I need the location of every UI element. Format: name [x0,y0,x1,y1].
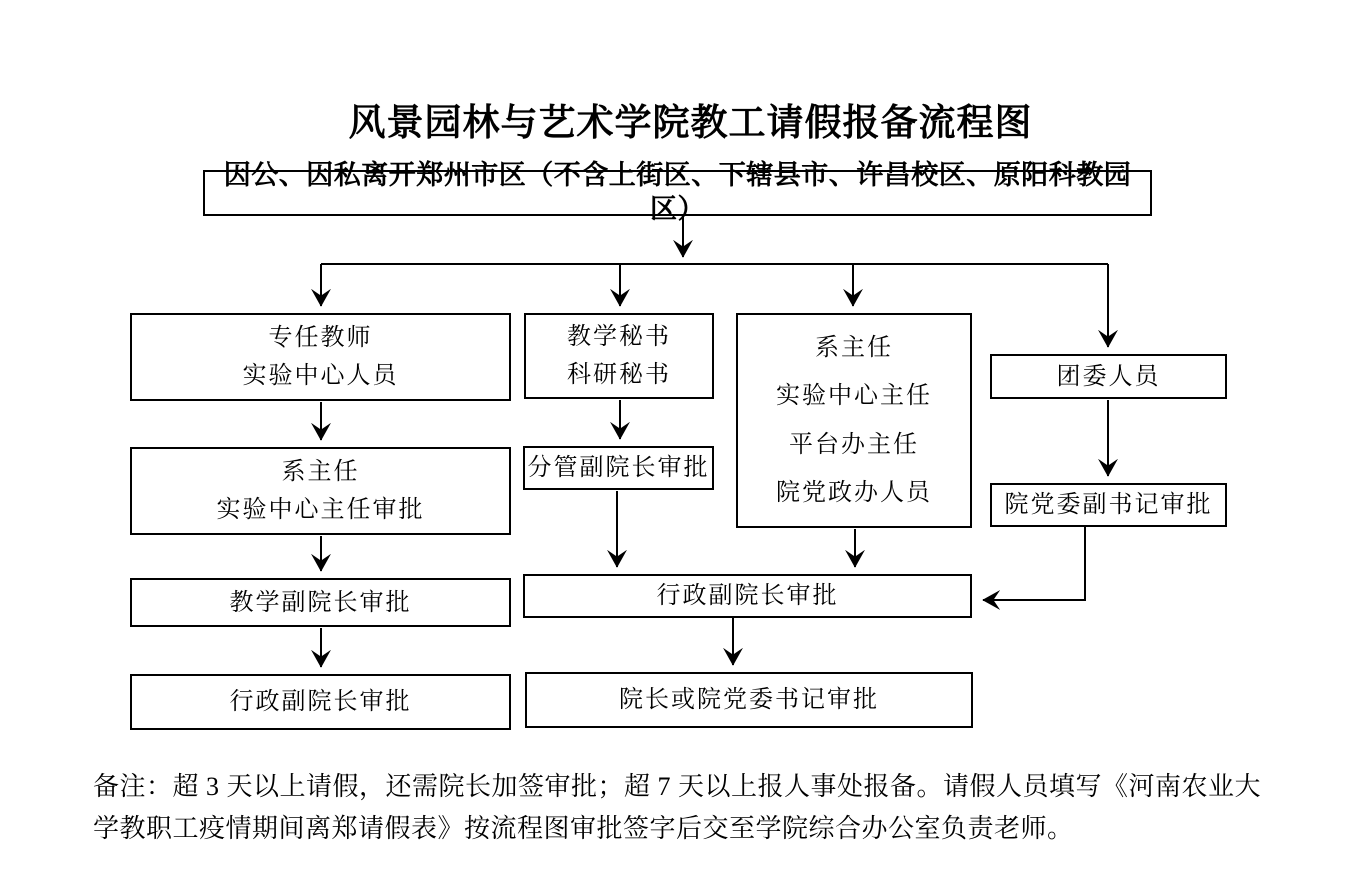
flow-node-label: 专任教师 [268,325,373,351]
flow-node-label: 教学副院长审批 [229,589,412,616]
flow-node-label: 团委人员 [1056,363,1161,390]
flow-node-label: 系主任 [815,335,893,362]
flow-node-party-deputy-secretary-approval [990,483,1227,527]
flow-node-dept-head-approval [130,447,511,535]
flow-node-label: 教学秘书 [567,324,671,351]
flow-node-label: 分管副院长审批 [527,455,710,481]
flow-node-label: 因公、因私离开郑州市区（不含上街区、下辖县市、许昌校区、原阳科教园区） [223,160,1132,224]
flow-node-label: 院党政办人员 [776,479,932,506]
connector-deputysecretary-elbow-to-adminvd [983,527,1085,600]
note-line: 学教职工疫情期间离郑请假表》按流程图审批签字后交至学院综合办公室负责老师。 [93,814,1074,843]
flow-node-youth-league-staff [990,354,1227,399]
flow-node-secretaries [524,313,714,399]
flow-node-label: 实验中心主任审批 [216,497,425,523]
flow-node-dean-or-party-secretary-approval [525,672,973,728]
flow-node-start [203,160,1152,224]
note-text [93,766,1323,850]
flow-node-label: 平台办主任 [789,431,919,458]
flow-node-teaching-vice-dean-approval [130,578,511,627]
flow-node-label: 行政副院长审批 [656,583,839,609]
page-title: 风景园林与艺术学院教工请假报备流程图 [348,102,1033,143]
flow-node-dept-heads-group [736,313,972,528]
flow-node-full-time-teachers [130,313,511,401]
flow-node-label: 院长或院党委书记审批 [619,687,879,713]
flow-node-charge-vice-dean-approval [523,446,714,490]
flow-node-label: 科研秘书 [567,361,671,388]
flow-node-label: 实验中心主任 [776,383,932,410]
flow-node-label: 院党委副书记审批 [1004,492,1213,518]
flow-node-label: 系主任 [281,459,360,485]
flow-node-admin-vice-dean-approval-main [523,574,972,618]
note-line: 备注：超 3 天以上请假，还需院长加签审批；超 7 天以上报人事处报备。请假人员填写《河南农业大 [93,772,1262,801]
flow-node-admin-vice-dean-approval-left [130,674,511,730]
flow-node-label: 实验中心人员 [242,363,399,389]
flow-node-label: 行政副院长审批 [229,689,412,715]
